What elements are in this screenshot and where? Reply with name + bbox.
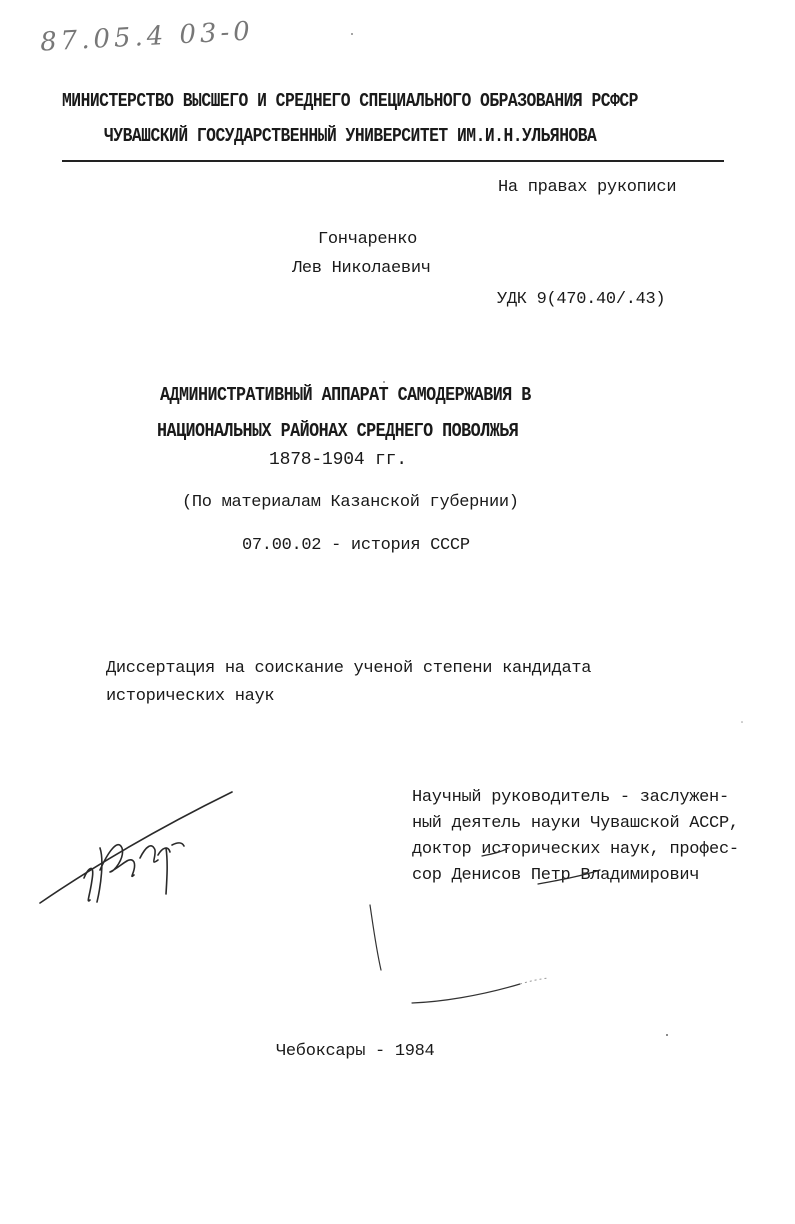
pencil-stroke bbox=[370, 905, 381, 970]
city-year: Чебоксары - 1984 bbox=[276, 1042, 435, 1061]
author-signature bbox=[40, 792, 232, 903]
author-name: Лев Николаевич bbox=[292, 259, 431, 278]
udk-code: УДК 9(470.40/.43) bbox=[497, 290, 666, 309]
title-years: 1878-1904 гг. bbox=[269, 450, 407, 470]
author-surname: Гончаренко bbox=[318, 230, 418, 249]
ministry-header: МИНИСТЕРСТВО ВЫСШЕГО И СРЕДНЕГО СПЕЦИАЛЬНОГО ОБРАЗОВАНИЯ РСФСР bbox=[62, 90, 638, 112]
specialty-code: 07.00.02 - история СССР bbox=[242, 536, 470, 555]
supervisor-line-3: доктор исторических наук, профес- bbox=[412, 840, 739, 859]
pen-underline bbox=[412, 984, 520, 1003]
supervisor-signature bbox=[482, 848, 600, 884]
university-header: ЧУВАШСКИЙ ГОСУДАРСТВЕННЫЙ УНИВЕРСИТЕТ ИМ.И.Н.УЛЬЯНОВА bbox=[104, 125, 597, 147]
degree-line-1: Диссертация на соискание ученой степени кандидата bbox=[106, 659, 592, 678]
manuscript-note: На правах рукописи bbox=[498, 178, 677, 197]
supervisor-line-4: сор Денисов Петр Владимирович bbox=[412, 866, 700, 885]
title-line-2: НАЦИОНАЛЬНЫХ РАЙОНАХ СРЕДНЕГО ПОВОЛЖЬЯ bbox=[157, 420, 519, 442]
archive-number-handwritten: 87.05.4 03-0 bbox=[39, 16, 255, 58]
title-line-1: АДМИНИСТРАТИВНЫЙ АППАРАТ САМОДЕРЖАВИЯ В bbox=[160, 384, 531, 406]
supervisor-line-1: Научный руководитель - заслужен- bbox=[412, 788, 729, 807]
degree-line-2: исторических наук bbox=[106, 687, 275, 706]
subtitle: (По материалам Казанской губернии) bbox=[182, 493, 519, 512]
supervisor-line-2: ный деятель науки Чувашской АССР, bbox=[412, 814, 739, 833]
